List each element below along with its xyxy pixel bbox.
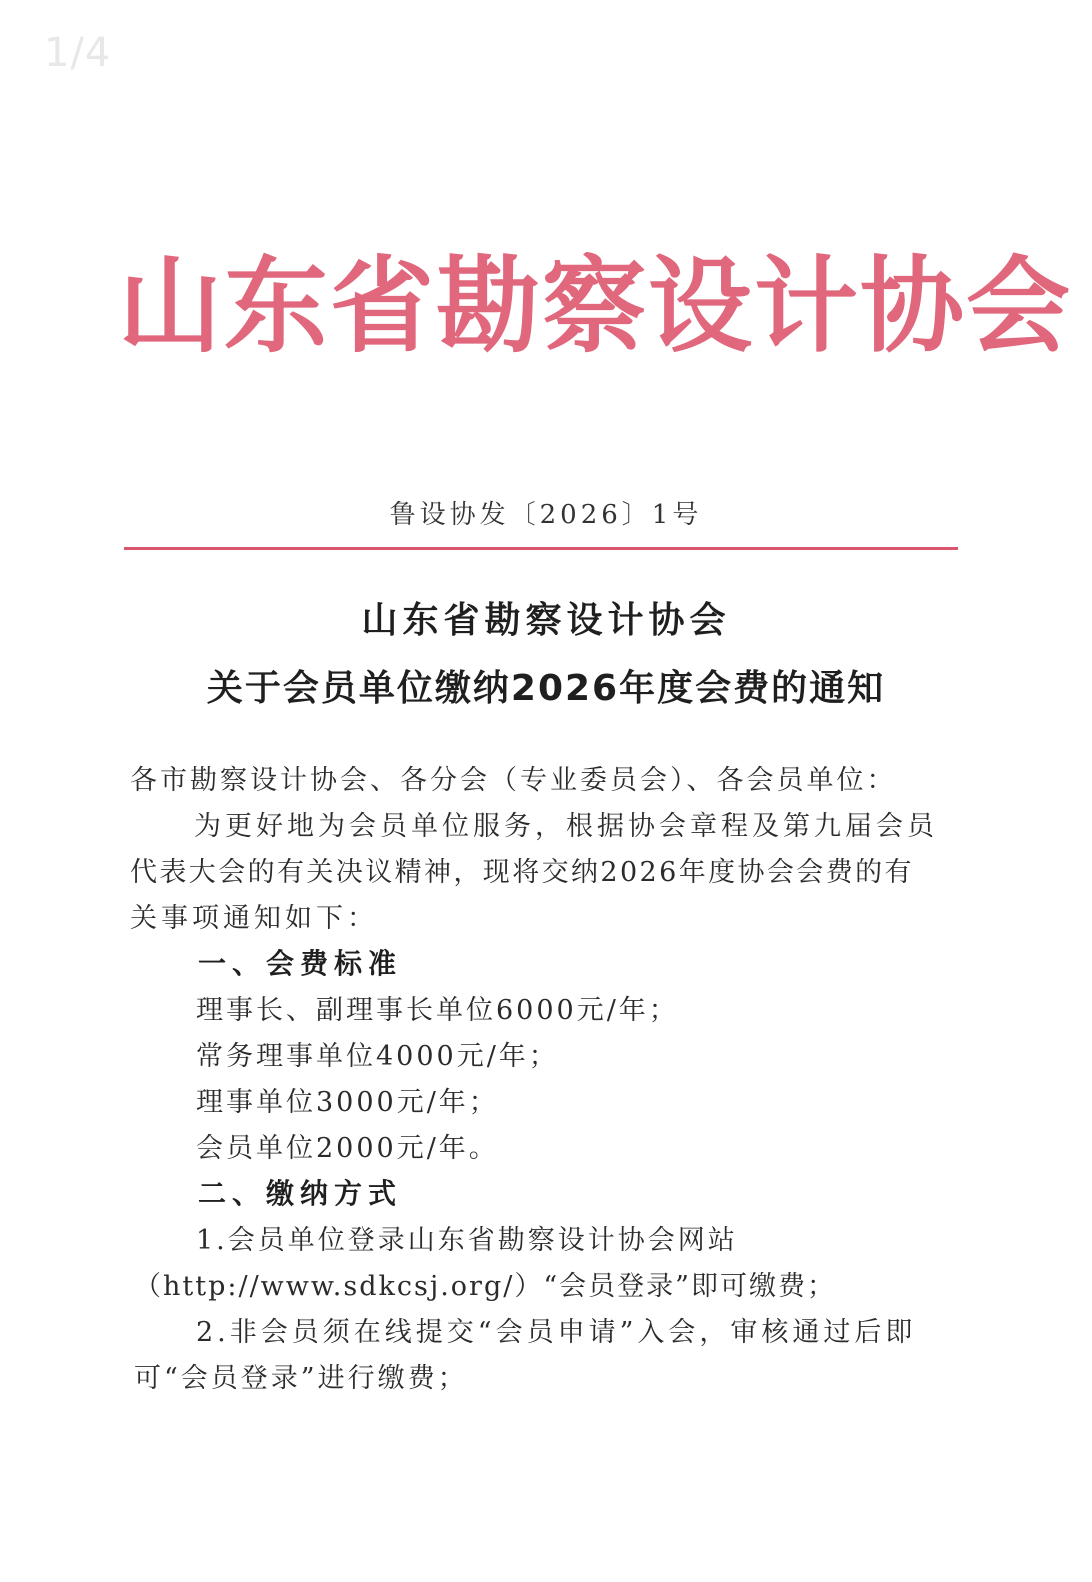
intro-line-3: 关事项通知如下： — [130, 903, 378, 934]
page-indicator: 1/4 — [44, 30, 112, 76]
payment-line-3: 2.非会员须在线提交“会员申请”入会，审核通过后即 — [196, 1317, 917, 1348]
payment-line-1: 1.会员单位登录山东省勘察设计协会网站 — [196, 1225, 738, 1256]
letterhead-red-rule — [124, 547, 958, 550]
fee-item-1: 理事长、副理事长单位6000元/年； — [196, 995, 679, 1026]
payment-line-2-website-url: （http://www.sdkcsj.org/）“会员登录”即可缴费； — [134, 1271, 836, 1302]
fee-item-3: 理事单位3000元/年； — [196, 1087, 499, 1118]
fee-item-2: 常务理事单位4000元/年； — [196, 1041, 559, 1072]
intro-line-2: 代表大会的有关决议精神，现将交纳2026年度协会会费的有 — [130, 857, 914, 888]
notice-title-line-1: 山东省勘察设计协会 — [361, 600, 731, 641]
fee-item-4: 会员单位2000元/年。 — [196, 1133, 499, 1164]
notice-title-line-2: 关于会员单位缴纳2026年度会费的通知 — [206, 668, 886, 709]
document-number: 鲁设协发〔2026〕1号 — [389, 500, 703, 530]
payment-line-4: 可“会员登录”进行缴费； — [134, 1363, 468, 1394]
letterhead-organization: 山东省勘察设计协会 — [118, 245, 1073, 367]
section-1-heading: 一、会费标准 — [198, 947, 403, 980]
salutation: 各市勘察设计协会、各分会（专业委员会）、各会员单位： — [130, 765, 897, 796]
section-2-heading: 二、缴纳方式 — [198, 1177, 403, 1210]
intro-line-1: 为更好地为会员单位服务，根据协会章程及第九届会员 — [194, 811, 938, 842]
